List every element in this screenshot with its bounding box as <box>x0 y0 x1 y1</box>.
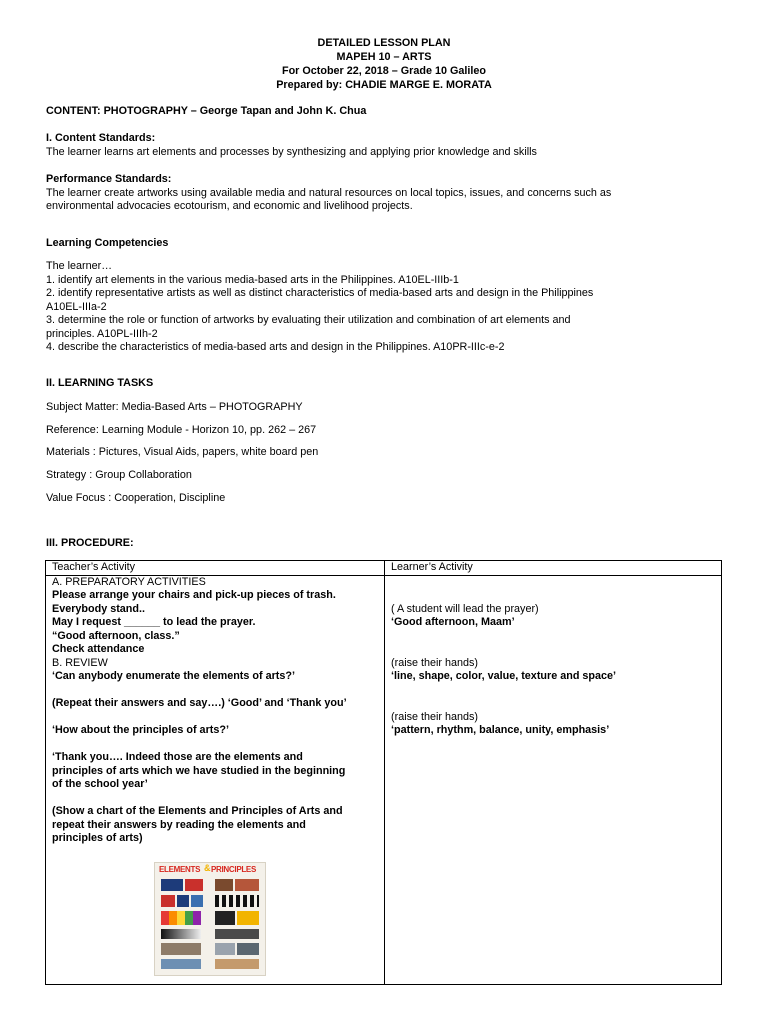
teacher-line: May I request ______ to lead the prayer. <box>52 616 256 628</box>
competency-item: 2. identify representative artists as well as distinct characteristics of media-based arts and design in the Philippines <box>46 287 594 299</box>
learner-line: ‘pattern, rhythm, balance, unity, emphasis’ <box>391 724 610 736</box>
performance-standards-text-2: environmental advocacies ecotourism, and economic and livelihood projects. <box>46 200 413 212</box>
teacher-line: Please arrange your chairs and pick-up pieces of trash. <box>52 589 336 601</box>
competency-item: 1. identify art elements in the various media-based arts in the Philippines. A10EL-IIIb-1 <box>46 273 459 286</box>
teacher-line: repeat their answers by reading the elements and <box>52 818 306 831</box>
teacher-line: A. PREPARATORY ACTIVITIES <box>52 575 206 588</box>
materials: Materials : Pictures, Visual Aids, papers, white board pen <box>46 446 319 458</box>
learner-line: ( A student will lead the prayer) <box>391 602 539 615</box>
teacher-line: principles of arts which we have studied in the beginning <box>52 764 346 777</box>
teacher-line: Check attendance <box>52 643 145 655</box>
document-title: DETAILED LESSON PLAN <box>317 37 451 49</box>
competency-item: A10EL-IIIa-2 <box>46 300 107 313</box>
content-standards-section <box>46 132 716 159</box>
prepared-by-line: Prepared by: CHADIE MARGE E. MORATA <box>276 79 492 91</box>
learner-line: (raise their hands) <box>391 656 479 669</box>
competency-item: principles. A10PL-IIIh-2 <box>46 327 158 340</box>
teacher-line: of the school year’ <box>52 778 148 790</box>
teacher-line: principles of arts) <box>52 832 143 844</box>
competencies-intro: The learner… <box>46 260 113 272</box>
learner-activity-cell <box>385 575 722 985</box>
strategy: Strategy : Group Collaboration <box>46 469 192 481</box>
elements-principles-chart-image <box>154 862 266 976</box>
teacher-line: “Good afternoon, class.” <box>52 629 180 642</box>
table-header-row <box>46 561 722 576</box>
content-standards-text: The learner learns art elements and processes by synthesizing and applying prior knowledge and skills <box>46 145 537 158</box>
value-focus: Value Focus : Cooperation, Discipline <box>46 492 226 504</box>
procedure-heading: III. PROCEDURE: <box>46 537 134 549</box>
date-grade-line: For October 22, 2018 – Grade 10 Galileo <box>281 65 487 77</box>
learner-line: (raise their hands) <box>391 710 479 723</box>
performance-standards-heading: Performance Standards: <box>46 173 172 185</box>
teacher-line: (Repeat their answers and say….) ‘Good’ and ‘Thank you’ <box>52 697 347 709</box>
chart-title-principles: PRINCIPLES <box>211 865 257 874</box>
learning-tasks-heading: II. LEARNING TASKS <box>46 377 154 389</box>
content-standards-heading: I. Content Standards: <box>46 132 156 144</box>
reference: Reference: Learning Module - Horizon 10, pp. 262 – 267 <box>46 424 317 436</box>
competency-item: 4. describe the characteristics of media-based arts and design in the Philippines. A10PR-IIIc-e-2 <box>46 341 505 353</box>
learning-competencies-list <box>46 260 716 355</box>
subject-matter: Subject Matter: Media-Based Arts – PHOTOGRAPHY <box>46 401 303 413</box>
subject-line: MAPEH 10 – ARTS <box>336 51 432 63</box>
teacher-line: Everybody stand.. <box>52 602 146 615</box>
procedure-table <box>45 560 722 985</box>
table-row <box>46 575 722 985</box>
content-topic: CONTENT: PHOTOGRAPHY – George Tapan and John K. Chua <box>46 105 367 117</box>
learner-line: ‘line, shape, color, value, texture and space’ <box>391 670 617 682</box>
teacher-line: ‘Can anybody enumerate the elements of arts?’ <box>52 670 295 682</box>
performance-standards-section <box>46 173 716 214</box>
teacher-line: ‘Thank you…. Indeed those are the elements and <box>52 751 303 763</box>
learning-competencies-heading: Learning Competencies <box>46 237 169 249</box>
learner-activity-header: Learner’s Activity <box>385 561 722 576</box>
performance-standards-text-1: The learner create artworks using available media and natural resources on local topics, issues, and concerns such as <box>46 186 612 199</box>
chart-title-amp: & <box>204 863 211 873</box>
chart-title-elements: ELEMENTS <box>159 865 201 874</box>
learner-line: ‘Good afternoon, Maam’ <box>391 616 515 628</box>
teacher-line: (Show a chart of the Elements and Principles of Arts and <box>52 805 343 817</box>
teacher-activity-header: Teacher’s Activity <box>46 561 385 576</box>
teacher-line: B. REVIEW <box>52 656 108 669</box>
teacher-line: ‘How about the principles of arts?’ <box>52 724 229 736</box>
competency-item: 3. determine the role or function of artworks by evaluating their utilization and combination of art elements and <box>46 314 571 326</box>
